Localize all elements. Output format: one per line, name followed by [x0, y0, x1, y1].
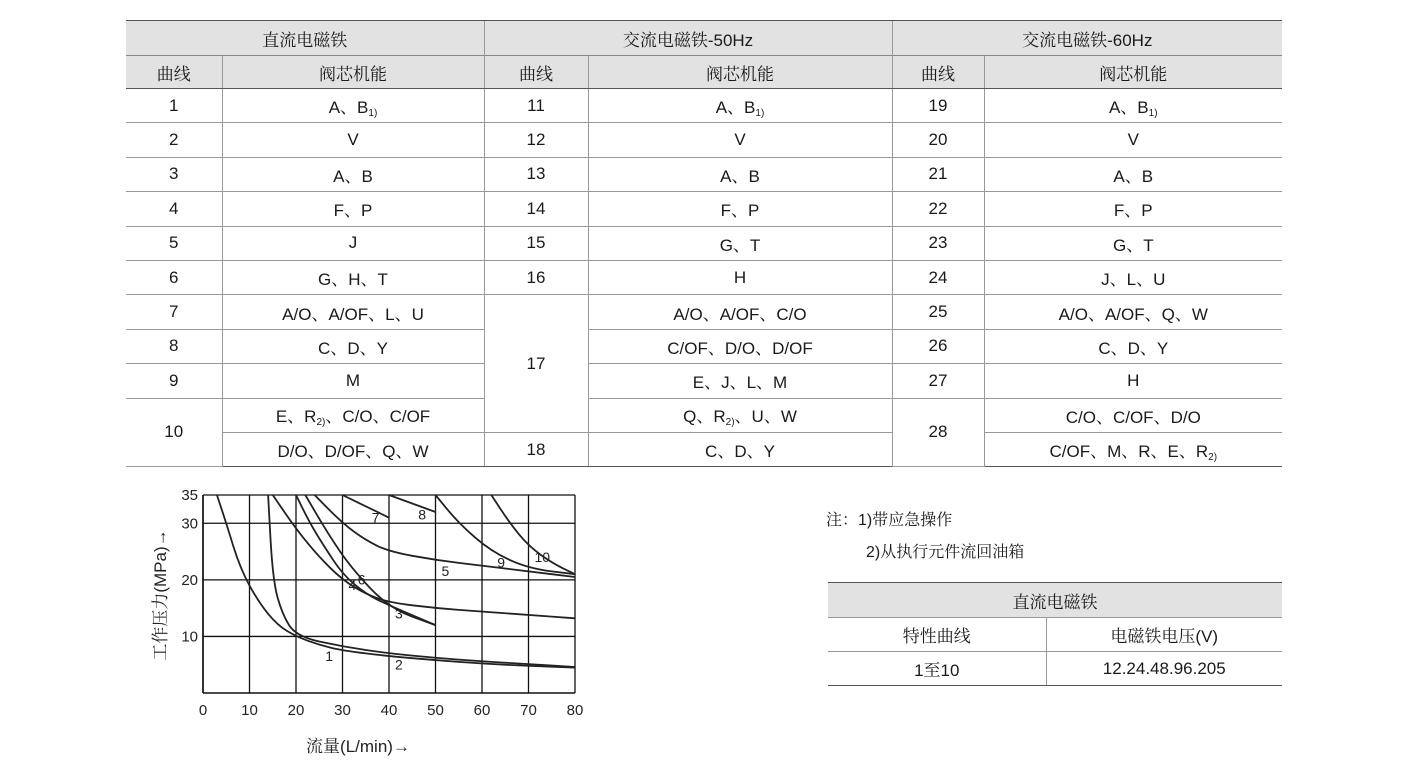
- curve-8: [389, 495, 436, 512]
- x-tick-label: 50: [427, 702, 444, 719]
- y-tick-label: 20: [181, 571, 198, 589]
- table-row: [126, 192, 1282, 226]
- curve-cell: 20: [892, 123, 984, 157]
- function-cell: F、P: [588, 192, 892, 226]
- col-header-voltage: 电磁铁电压(V): [1046, 618, 1282, 652]
- group-header-ac50: 交流电磁铁-50Hz: [484, 21, 892, 56]
- table-row: [828, 618, 1282, 652]
- function-cell: E、J、L、M: [588, 364, 892, 398]
- function-cell: A、$B_{1)}$: [984, 89, 1282, 123]
- curve-cell: 18: [484, 432, 588, 466]
- function-cell: V: [588, 123, 892, 157]
- function-cell: Q、$R_{2)}$、U、W: [588, 398, 892, 432]
- col-header-function: 阀芯机能: [222, 56, 484, 89]
- table-row: [126, 123, 1282, 157]
- x-tick-label: 70: [520, 702, 537, 719]
- col-header-curve: 特性曲线: [828, 618, 1046, 652]
- col-header-curve: 曲线: [892, 56, 984, 89]
- function-cell: G、H、T: [222, 260, 484, 294]
- curve-cell: 16: [484, 260, 588, 294]
- curve-cell: 2: [126, 123, 222, 157]
- function-cell: G、T: [588, 226, 892, 260]
- function-cell: V: [984, 123, 1282, 157]
- function-cell: C、D、Y: [984, 329, 1282, 363]
- col-header-curve: 曲线: [484, 56, 588, 89]
- x-tick-label: 10: [241, 702, 258, 719]
- group-header-dc: 直流电磁铁: [126, 21, 484, 56]
- curve-label-1: 1: [325, 647, 334, 664]
- table-row: [126, 260, 1282, 294]
- function-cell: A、$B_{1)}$: [588, 89, 892, 123]
- function-cell: M: [222, 364, 484, 398]
- voltage-table: [828, 582, 1282, 686]
- function-cell: C、D、Y: [588, 432, 892, 466]
- function-cell: A/O、A/OF、C/O: [588, 295, 892, 329]
- function-cell: J: [222, 226, 484, 260]
- footnote-2: 2)从执行元件流回油箱: [866, 544, 1025, 561]
- table-row: [126, 432, 1282, 466]
- col-header-function: 阀芯机能: [984, 56, 1282, 89]
- curve-cell: 10: [126, 398, 222, 467]
- curve-cell: 25: [892, 295, 984, 329]
- function-cell: J、L、U: [984, 260, 1282, 294]
- function-cell: F、P: [222, 192, 484, 226]
- function-cell: A/O、A/OF、Q、W: [984, 295, 1282, 329]
- curve-cell: 6: [126, 260, 222, 294]
- table-row: [126, 157, 1282, 191]
- curve-label-3: 3: [395, 605, 403, 622]
- table-row: [126, 226, 1282, 260]
- curve-cell: 15: [484, 226, 588, 260]
- y-axis-label: 工作压力(MPa)→: [151, 529, 170, 661]
- table-row: [126, 364, 1282, 398]
- curve-cell: 23: [892, 226, 984, 260]
- curve-cell: 19: [892, 89, 984, 123]
- curve-range-cell: 1至10: [828, 652, 1046, 686]
- curve-cell: 26: [892, 329, 984, 363]
- table-row: [126, 295, 1282, 329]
- curve-label-9: 9: [497, 554, 506, 571]
- col-header-function: 阀芯机能: [588, 56, 892, 89]
- curve-label-2: 2: [395, 656, 403, 673]
- curve-cell: 28: [892, 398, 984, 467]
- function-cell: A、$B_{1)}$: [222, 89, 484, 123]
- footnote-1: 注：1)带应急操作: [826, 512, 953, 529]
- curve-cell: 21: [892, 157, 984, 191]
- table-row: [126, 89, 1282, 123]
- function-cell: C/O、C/OF、D/O: [984, 398, 1282, 432]
- curve-label-7: 7: [371, 509, 380, 526]
- curve-cell: 14: [484, 192, 588, 226]
- function-cell: A、B: [222, 157, 484, 191]
- curve-cell: 1: [126, 89, 222, 123]
- curve-cell: 13: [484, 157, 588, 191]
- curve-label-4: 4: [348, 577, 357, 594]
- x-tick-label: 80: [566, 702, 584, 719]
- curve-label-8: 8: [418, 506, 427, 523]
- x-tick-label: 60: [473, 702, 491, 719]
- y-tick-label: 35: [181, 487, 198, 504]
- function-cell: A、B: [984, 157, 1282, 191]
- x-tick-label: 20: [287, 702, 305, 719]
- x-tick-label: 30: [334, 702, 351, 719]
- pressure-flow-chart: [140, 480, 600, 770]
- chart-curves: [217, 495, 575, 672]
- col-header-curve: 曲线: [126, 56, 222, 89]
- curve-cell: 9: [126, 364, 222, 398]
- function-cell: H: [588, 260, 892, 294]
- voltage-table-title: 直流电磁铁: [828, 583, 1282, 618]
- table-row: [126, 329, 1282, 363]
- curve-cell: 3: [126, 157, 222, 191]
- curve-cell: 5: [126, 226, 222, 260]
- function-cell: V: [222, 123, 484, 157]
- x-axis-label: 流量(L/min)→: [306, 737, 410, 756]
- x-tick-label: 0: [198, 702, 208, 719]
- valve-function-table: [126, 20, 1282, 467]
- group-header-ac60: 交流电磁铁-60Hz: [892, 21, 1282, 56]
- curve-cell: 7: [126, 295, 222, 329]
- function-cell: H: [984, 364, 1282, 398]
- curve-1: [217, 495, 575, 668]
- curve-cell: 8: [126, 329, 222, 363]
- footnotes: [826, 505, 1024, 569]
- y-tick-label: 10: [181, 628, 198, 646]
- function-cell: A、B: [588, 157, 892, 191]
- function-cell: A/O、A/OF、L、U: [222, 295, 484, 329]
- curve-label-6: 6: [357, 571, 366, 588]
- function-cell: F、P: [984, 192, 1282, 226]
- curve-cell: 24: [892, 260, 984, 294]
- table-row: [828, 652, 1282, 686]
- function-cell: C、D、Y: [222, 329, 484, 363]
- function-cell: G、T: [984, 226, 1282, 260]
- curve-cell: 17: [484, 295, 588, 433]
- x-tick-label: 40: [380, 702, 398, 719]
- function-cell: D/O、D/OF、Q、W: [222, 432, 484, 466]
- voltage-cell: 12.24.48.96.205: [1046, 652, 1282, 686]
- curve-cell: 12: [484, 123, 588, 157]
- curve-cell: 22: [892, 192, 984, 226]
- curve-cell: 27: [892, 364, 984, 398]
- curve-label-5: 5: [441, 563, 450, 580]
- function-cell: E、$R_{2)}$、C/O、C/OF: [222, 398, 484, 432]
- curve-7: [343, 495, 390, 518]
- y-tick-label: 30: [181, 515, 198, 533]
- curve-cell: 11: [484, 89, 588, 123]
- function-cell: C/OF、D/O、D/OF: [588, 329, 892, 363]
- curve-label-10: 10: [534, 548, 551, 565]
- function-cell: C/OF、M、R、E、$R_{2)}$: [984, 432, 1282, 466]
- curve-cell: 4: [126, 192, 222, 226]
- table-row: [126, 398, 1282, 432]
